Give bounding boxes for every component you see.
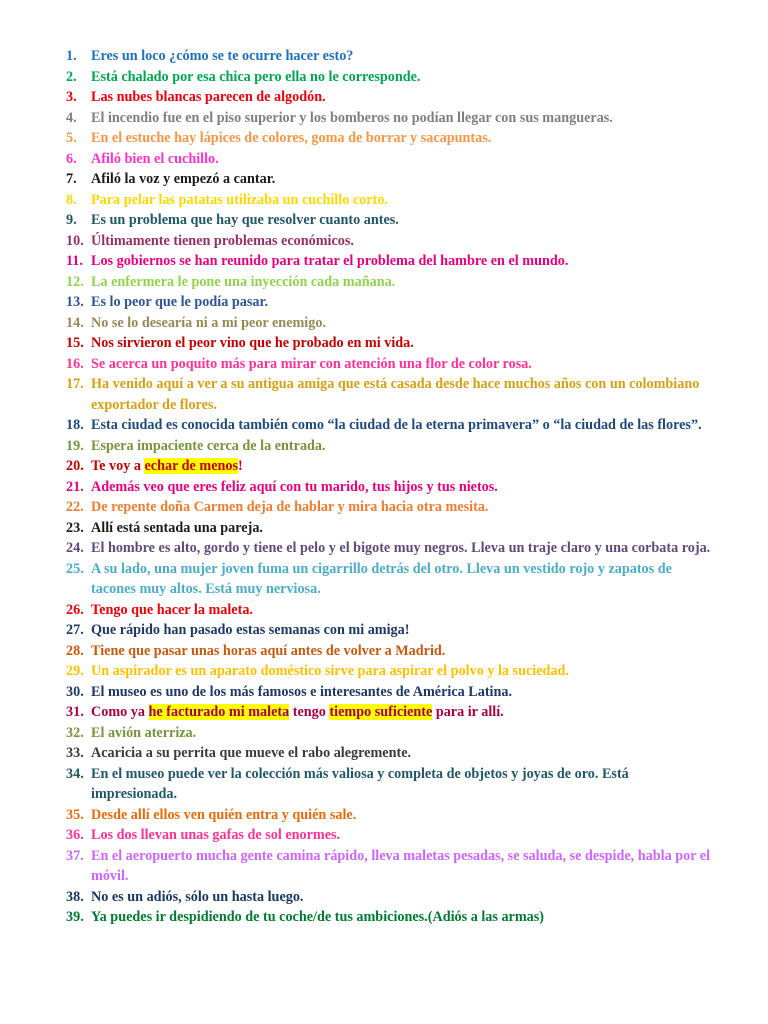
item-number: 37. [66,847,84,864]
sentence-text [91,253,568,269]
item-number: 15. [66,335,84,351]
item-number: 33. [66,745,84,761]
item-number: 4. [66,109,77,126]
sentence-item [66,251,716,272]
sentence-item [66,497,716,518]
sentence-item [66,67,716,88]
sentence-text [91,376,699,413]
item-number: 10. [66,232,84,249]
item-number: 34. [66,765,84,782]
text-segment: Las nubes blancas parecen de algodón. [91,89,326,105]
item-number: 36. [66,827,84,843]
sentence-text [91,110,613,126]
sentence-text [91,704,504,720]
sentence-item [66,907,716,928]
text-segment: Acaricia a su perrita que mueve el rabo alegremente. [91,745,412,761]
sentence-item [66,354,716,375]
text-segment: Últimamente tienen problemas económicos. [91,232,354,249]
text-segment: La enfermera le pone una inyección cada mañana. [91,273,396,290]
text-segment: El avión aterriza. [91,724,197,741]
item-number: 3. [66,89,77,105]
text-segment: De repente doña Carmen deja de hablar y mira hacia otra mesita. [91,499,489,515]
sentence-text [91,130,491,146]
sentence-item [66,108,716,129]
item-number: 26. [66,601,84,618]
item-number: 11. [66,253,83,269]
text-segment: En el aeropuerto mucha gente camina rápido, lleva maletas pesadas, se saluda, se despide, habla por el móvil. [91,847,711,884]
sentence-item [66,231,716,252]
sentence-item [66,333,716,354]
text-segment: Los dos llevan unas gafas de sol enormes. [91,827,341,843]
item-number: 39. [66,909,84,925]
sentence-text [91,212,399,228]
text-segment: Ha venido aquí a ver a su antigua amiga que está casada desde hace muchos años con un colombiano exportador de flores. [91,376,700,413]
sentence-text [91,520,263,536]
sentence-item [66,169,716,190]
text-segment: Es un problema que hay que resolver cuanto antes. [91,212,399,228]
sentence-text [91,909,544,925]
text-segment: A su lado, una mujer joven fuma un cigarrillo detrás del otro. Lleva un vestido rojo y zapatos de tacones muy altos. Está muy nerviosa. [91,560,672,597]
sentence-item [66,559,716,600]
text-segment: El museo es uno de los más famosos e interesantes de América Latina. [91,683,513,700]
sentence-list [66,46,716,928]
sentence-text [91,335,414,351]
sentence-item [66,272,716,293]
item-number: 23. [66,519,84,536]
sentence-item [66,743,716,764]
item-number: 38. [66,888,84,905]
sentence-text [91,438,326,454]
text-segment: Se acerca un poquito más para mirar con atención una flor de color rosa. [91,355,532,372]
sentence-text [91,417,702,433]
sentence-item [66,477,716,498]
item-number: 13. [66,294,84,310]
text-segment: Tiene que pasar unas horas aquí antes de volver a Madrid. [91,642,446,659]
sentence-text [91,89,326,105]
item-number: 24. [66,540,84,556]
sentence-text [91,274,395,290]
item-number: 30. [66,683,84,700]
sentence-item [66,292,716,313]
sentence-text [91,848,710,885]
text-segment: En el estuche hay lápices de colores, goma de borrar y sacapuntas. [91,130,492,146]
item-number: 14. [66,314,84,331]
text-segment: Tengo que hacer la maleta. [91,601,253,618]
sentence-text [91,663,569,679]
text-segment: No se lo desearía ni a mi peor enemigo. [91,314,326,331]
sentence-text [91,151,219,167]
sentence-text [91,479,498,495]
text-segment: para ir allí. [432,704,504,720]
item-number: 1. [66,48,77,64]
sentence-item [66,702,716,723]
text-segment: Afiló la voz y empezó a cantar. [91,171,276,187]
sentence-text [91,643,445,659]
sentence-text [91,171,275,187]
sentence-item [66,538,716,559]
highlighted-phrase: tiempo suficiente [329,704,433,720]
sentence-item [66,805,716,826]
text-segment: Esta ciudad es conocida también como “la ciudad de la eterna primavera” o “la ciudad de las flores”. [91,417,702,433]
sentence-item [66,46,716,67]
item-number: 7. [66,171,77,187]
item-number: 28. [66,642,84,659]
text-segment: No es un adiós, sólo un hasta luego. [91,888,304,905]
sentence-item [66,456,716,477]
text-segment: Como ya [91,704,149,720]
highlighted-phrase: echar de menos [144,458,239,474]
sentence-text [91,602,253,618]
sentence-text [91,827,340,843]
item-number: 20. [66,458,84,474]
sentence-item [66,149,716,170]
sentence-text [91,725,196,741]
text-segment: Afiló bien el cuchillo. [91,150,219,167]
item-number: 8. [66,191,77,208]
text-segment: Para pelar las patatas utilizaba un cuchillo corto. [91,191,388,208]
sentence-item [66,825,716,846]
sentence-text [91,69,420,85]
sentence-text [91,315,326,331]
sentence-item [66,641,716,662]
sentence-text [91,294,268,310]
sentence-text [91,458,243,474]
text-segment: Allí está sentada una pareja. [91,519,263,536]
text-segment: En el museo puede ver la colección más valiosa y completa de objetos y joyas de oro. Está impresionada. [91,765,629,802]
sentence-item [66,210,716,231]
sentence-item [66,620,716,641]
sentence-item [66,518,716,539]
sentence-text [91,807,356,823]
sentence-item [66,887,716,908]
sentence-item [66,313,716,334]
text-segment: El hombre es alto, gordo y tiene el pelo y el bigote muy negros. Lleva un traje claro y una corbata roja. [91,540,711,556]
item-number: 12. [66,273,84,290]
sentence-item [66,600,716,621]
sentence-text [91,766,629,803]
sentence-text [91,356,532,372]
sentence-item [66,682,716,703]
item-number: 9. [66,212,77,228]
item-number: 18. [66,417,84,433]
sentence-item [66,190,716,211]
text-segment: Eres un loco ¿cómo se te ocurre hacer esto? [91,48,354,64]
highlighted-phrase: he facturado mi maleta [148,704,290,720]
text-segment: Espera impaciente cerca de la entrada. [91,437,326,454]
sentence-text [91,540,710,556]
item-number: 16. [66,355,84,372]
item-number: 21. [66,478,84,495]
sentence-item [66,723,716,744]
sentence-item [66,436,716,457]
item-number: 5. [66,130,77,146]
item-number: 29. [66,663,84,679]
sentence-text [91,192,388,208]
text-segment: Ya puedes ir despidiendo de tu coche/de tus ambiciones.(Adiós a las armas) [91,909,544,925]
text-segment: Nos sirvieron el peor vino que he probado en mi vida. [91,335,414,351]
sentence-item [66,128,716,149]
item-number: 19. [66,437,84,454]
text-segment: El incendio fue en el piso superior y los bomberos no podían llegar con sus mangueras. [91,109,613,126]
item-number: 35. [66,806,84,823]
sentence-text [91,233,354,249]
text-segment: tengo [289,704,330,720]
item-number: 31. [66,704,84,720]
text-segment: Es lo peor que le podía pasar. [91,294,268,310]
text-segment: ! [238,458,243,474]
sentence-item [66,87,716,108]
sentence-item [66,374,716,415]
text-segment: Que rápido han pasado estas semanas con mi amiga! [91,622,410,638]
sentence-item [66,764,716,805]
text-segment: Un aspirador es un aparato doméstico sirve para aspirar el polvo y la suciedad. [91,663,569,679]
sentence-item [66,846,716,887]
item-number: 32. [66,724,84,741]
item-number: 6. [66,150,77,167]
item-number: 17. [66,376,84,392]
sentence-text [91,499,488,515]
item-number: 25. [66,560,84,577]
text-segment: Está chalado por esa chica pero ella no le corresponde. [91,68,421,85]
sentence-item [66,415,716,436]
sentence-text [91,561,672,598]
sentence-item [66,661,716,682]
sentence-text [91,889,303,905]
sentence-text [91,622,409,638]
item-number: 27. [66,622,84,638]
text-segment: Desde allí ellos ven quién entra y quién sale. [91,806,357,823]
text-segment: Además veo que eres feliz aquí con tu marido, tus hijos y tus nietos. [91,478,498,495]
text-segment: Los gobiernos se han reunido para tratar el problema del hambre en el mundo. [91,253,569,269]
item-number: 2. [66,68,77,85]
sentence-text [91,684,512,700]
item-number: 22. [66,499,84,515]
sentence-text [91,48,353,64]
sentence-text [91,745,411,761]
text-segment: Te voy a [91,458,145,474]
